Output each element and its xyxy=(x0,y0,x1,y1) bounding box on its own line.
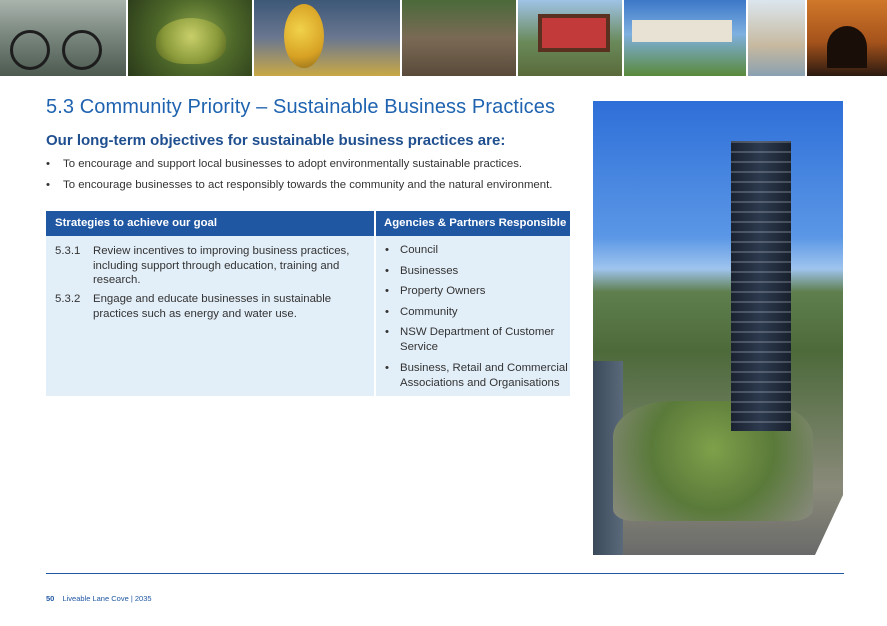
publication-year: 2035 xyxy=(134,594,152,603)
strategy-number: 5.3.2 xyxy=(55,293,81,305)
photo-banner xyxy=(0,0,887,76)
strategy-number: 5.3.1 xyxy=(55,245,81,257)
agency-item: • Property Owners xyxy=(385,284,575,299)
agency-item: • Community xyxy=(385,305,575,320)
page-footer xyxy=(46,594,152,603)
banner-photo-outdoor-screen xyxy=(518,0,622,76)
objective-item: • To encourage businesses to act responsibly towards the community and the natural environment. xyxy=(46,179,552,192)
agency-item: • NSW Department of Customer Service xyxy=(385,325,575,355)
objectives-subheading: Our long-term objectives for sustainable business practices are: xyxy=(46,132,506,149)
banner-photo-egg-sculpture xyxy=(254,0,400,76)
agencies-header: Agencies & Partners Responsible xyxy=(376,211,570,236)
footer-rule xyxy=(46,573,844,574)
banner-photo-park-pavilion xyxy=(624,0,746,76)
strategy-text: Engage and educate businesses in sustainable practices such as energy and water use. xyxy=(93,293,332,320)
strategies-table xyxy=(46,211,570,396)
banner-photo-child xyxy=(748,0,805,76)
strategies-header: Strategies to achieve our goal xyxy=(46,211,374,236)
banner-photo-kookaburra-sunset xyxy=(807,0,887,76)
publication-name: Liveable Lane Cove xyxy=(62,594,129,603)
page-number: 50 xyxy=(46,594,55,603)
footer-separator: | xyxy=(130,594,133,603)
agency-item: • Businesses xyxy=(385,264,575,279)
banner-photo-performers xyxy=(402,0,516,76)
strategy-text: Review incentives to improving business practices, including support through education, training and research. xyxy=(93,245,350,286)
tower-aerial-photo xyxy=(593,101,843,555)
agencies-cell xyxy=(376,236,570,396)
banner-photo-frog xyxy=(128,0,252,76)
banner-photo-bicycle xyxy=(0,0,126,76)
agencies-list xyxy=(385,243,575,396)
agency-item: • Business, Retail and Commercial Associations and Organisations xyxy=(385,361,575,391)
strategies-cell xyxy=(46,236,374,396)
objective-item: • To encourage and support local businesses to adopt environmentally sustainable practices. xyxy=(46,158,552,171)
objectives-list xyxy=(46,158,552,200)
section-heading: 5.3 Community Priority – Sustainable Business Practices xyxy=(46,96,556,118)
agency-item: • Council xyxy=(385,243,575,258)
